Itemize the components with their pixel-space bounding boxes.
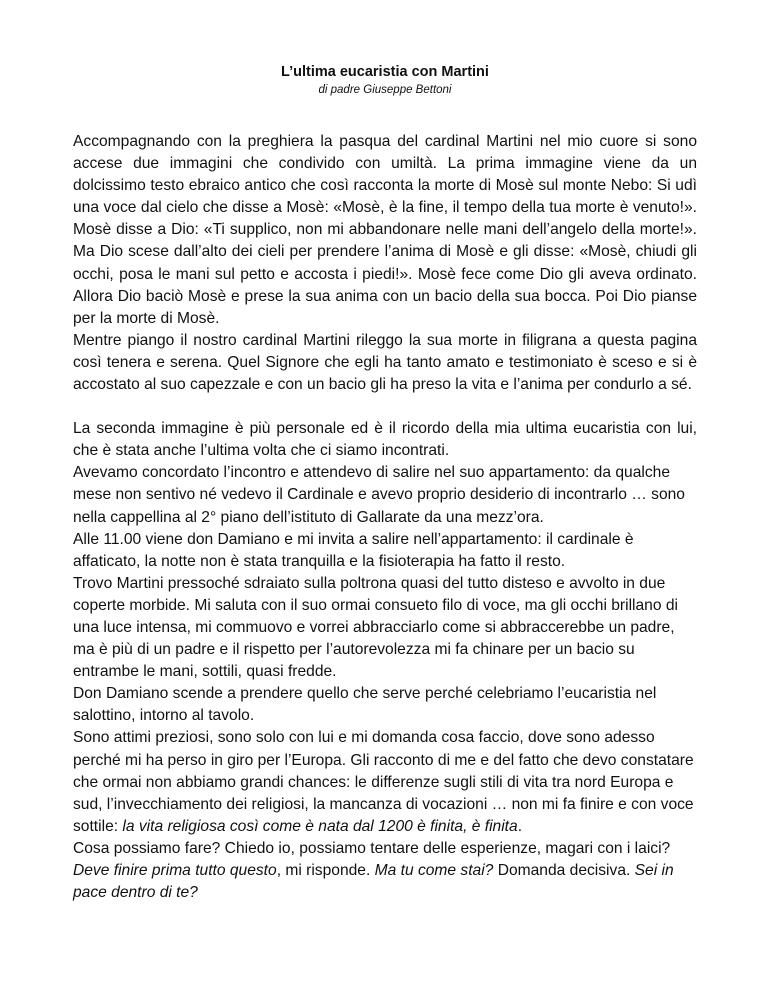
paragraph-9: Cosa possiamo fare? Chiedo io, possiamo tentare delle esperienze, magari con i laici?: [73, 839, 671, 857]
paragraph-6: Trovo Martini pressoché sdraiato sulla poltrona quasi del tutto disteso e avvolto in due coperte morbide. Mi saluta con il suo ormai consueto filo di voce, ma gli occhi brillano di una luce intensa, mi commuovo e vorrei abbracciarlo come si abbraccerebbe un padre, ma è più di un padre e il rispetto per l’autorevolezza mi fa chinare per un bacio su entrambe le mani, sottili, quasi fredde.: [73, 574, 678, 681]
paragraph-4: Avevamo concordato l’incontro e attendevo di salire nel suo appartamento: da qualche mese non sentivo né vedevo il Cardinale e avevo proprio desiderio di incontrarlo … sono nella cappellina al 2° piano dell’istituto di Gallarate da una mezz’ora.: [73, 464, 685, 526]
document-subtitle: di padre Giuseppe Bettoni: [318, 84, 452, 96]
paragraph-5: Alle 11.00 viene don Damiano e mi invita a salire nell’appartamento: il cardinale è affaticato, la notte non è stata tranquilla e la fisioterapia ha fatto il resto.: [73, 530, 634, 570]
paragraph-8-text: Sono attimi preziosi, sono solo con lui e mi domanda cosa faccio, dove sono adesso perché mi ha perso in giro per l’Europa. Gli racconto di me e del fatto che devo constatare che ormai non abbiamo grandi chances: le differenze sugli stili di vita tra nord Europa e sud, l’invecchiamento dei religiosi, la mancanza di vocazioni … non mi fa finire e con voce sottile:: [73, 729, 694, 835]
paragraph-3: La seconda immagine è più personale ed è il ricordo della mia ultima eucaristia con lui, che è stata anche l’ultima volta che ci siamo incontrati.: [73, 420, 697, 460]
paragraph-10-text-2: Domanda decisiva.: [493, 862, 635, 879]
quote-at-peace: Sei in pace dentro di te?: [73, 862, 674, 902]
paragraph-spacer: [73, 396, 697, 418]
paragraph-1: Accompagnando con la preghiera la pasqua del cardinal Martini nel mio cuore si sono accese due immagini che condivido con umiltà. La prima immagine viene da un dolcissimo testo ebraico antico che così racconta la morte di Mosè sul monte Nebo: Si udì una voce dal cielo che disse a Mosè: «Mosè, è la fine, il tempo della tua morte è venuto!». Mosè disse a Dio: «Ti supplico, non mi abbandonare nelle mani dell’angelo della morte!». Ma Dio scese dall’alto dei cieli per prendere l’anima di Mosè e gli disse: «Mosè, chiudi gli occhi, posa le mani sul petto e accosta i piedi!». Mosè fece come Dio gli aveva ordinato. Allora Dio baciò Mosè e prese la sua anima con un bacio della sua bocca. Poi Dio pianse per la morte di Mosè.: [73, 133, 697, 327]
paragraph-8-end: .: [517, 817, 523, 835]
paragraph-7: Don Damiano scende a prendere quello che serve perché celebriamo l’eucaristia nel salottino, intorno al tavolo.: [73, 685, 657, 725]
paragraph-8: [73, 727, 697, 837]
paragraph-2: Mentre piango il nostro cardinal Martini rileggo la sua morte in filigrana a questa pagina così tenera e serena. Quel Signore che egli ha tanto amato e testimoniato è sceso e si è accostato al suo capezzale e con un bacio gli ha preso la vita e l’anima per condurlo a sé.: [73, 331, 697, 394]
paragraph-10: [73, 860, 697, 904]
paragraph-10-text-1: , mi risponde.: [276, 862, 375, 879]
document-page: [73, 62, 697, 904]
document-title: L’ultima eucaristia con Martini: [281, 64, 489, 80]
quote-how-are-you: Ma tu come stai?: [374, 862, 494, 879]
quote-must-end: Deve finire prima tutto questo: [73, 862, 277, 879]
quote-religious-life: la vita religiosa così come è nata dal 1200 è finita, è finita: [122, 817, 518, 835]
